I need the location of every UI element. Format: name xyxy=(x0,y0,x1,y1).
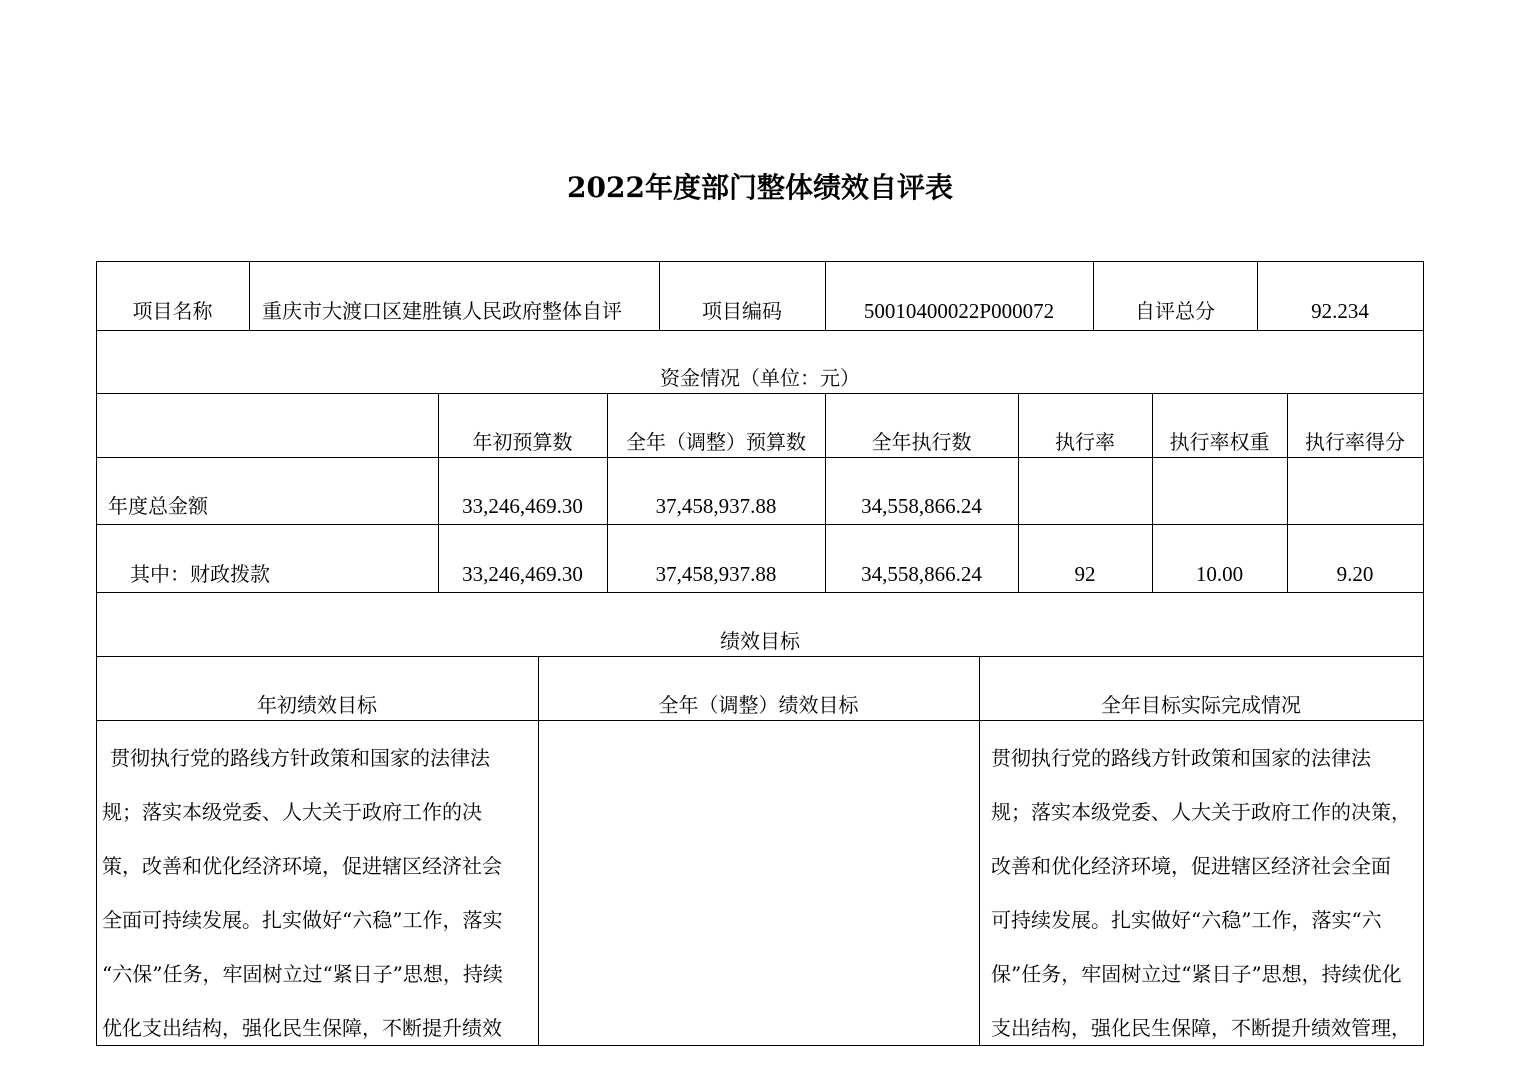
funds-section-title: 资金情况（单位：元） xyxy=(660,366,860,390)
row-divider xyxy=(96,457,1424,458)
fiscal-adjusted-budget: 37,458,937.88 xyxy=(655,562,777,586)
project-name-label: 项目名称 xyxy=(132,299,213,323)
initial-goal-line: 贯彻执行党的路线方针政策和国家的法律法 xyxy=(110,746,490,770)
row-label-fiscal: 其中：财政拨款 xyxy=(130,562,270,586)
fiscal-rate-score: 9.20 xyxy=(1336,562,1374,586)
fiscal-rate-weight: 10.00 xyxy=(1195,562,1244,586)
total-executed: 34,558,866.24 xyxy=(861,494,982,518)
fiscal-initial-budget: 33,246,469.30 xyxy=(462,562,583,586)
actual-completion-line: 规；落实本级党委、人大关于政府工作的决策， xyxy=(991,800,1411,824)
initial-goal-line: 策，改善和优化经济环境，促进辖区经济社会 xyxy=(102,854,502,878)
col-header-rate-score: 执行率得分 xyxy=(1305,430,1405,454)
goals-section-title: 绩效目标 xyxy=(720,629,800,653)
initial-goal-line: 全面可持续发展。扎实做好“六稳”工作，落实 xyxy=(102,908,503,932)
page-title: 2022年度部门整体绩效自评表 xyxy=(567,171,953,204)
total-adjusted-budget: 37,458,937.88 xyxy=(655,494,777,518)
project-name-value: 重庆市大渡口区建胜镇人民政府整体自评 xyxy=(262,299,622,323)
col-header-initial-goal: 年初绩效目标 xyxy=(257,693,377,717)
col-divider xyxy=(249,261,250,331)
project-code-label: 项目编码 xyxy=(702,299,782,323)
self-score-value: 92.234 xyxy=(1311,299,1369,323)
initial-goal-line: 规；落实本级党委、人大关于政府工作的决 xyxy=(102,800,482,824)
row-divider xyxy=(96,592,1424,593)
row-label-total: 年度总金额 xyxy=(108,494,208,518)
fiscal-exec-rate: 92 xyxy=(1074,562,1096,586)
row-divider xyxy=(96,656,1424,657)
col-header-actual-completion: 全年目标实际完成情况 xyxy=(1101,693,1301,717)
row-divider xyxy=(96,524,1424,525)
actual-completion-line: 可持续发展。扎实做好“六稳”工作，落实“六 xyxy=(991,908,1382,932)
col-header-adjusted-budget: 全年（调整）预算数 xyxy=(626,430,806,454)
self-score-label: 自评总分 xyxy=(1135,299,1215,323)
col-header-adjusted-goal: 全年（调整）绩效目标 xyxy=(658,693,859,717)
actual-completion-text xyxy=(991,731,1421,1055)
fiscal-executed: 34,558,866.24 xyxy=(861,562,982,586)
table-border-top xyxy=(96,261,1424,262)
initial-goal-line: “六保”任务，牢固树立过“紧日子”思想，持续 xyxy=(102,962,503,986)
actual-completion-line: 改善和优化经济环境，促进辖区经济社会全面 xyxy=(991,854,1391,878)
actual-completion-line: 保”任务，牢固树立过“紧日子”思想，持续优化 xyxy=(991,962,1402,986)
col-header-executed: 全年执行数 xyxy=(871,430,972,454)
row-divider xyxy=(96,720,1424,721)
project-code-value: 50010400022P000072 xyxy=(863,299,1055,323)
actual-completion-line: 贯彻执行党的路线方针政策和国家的法律法 xyxy=(991,746,1371,770)
row-divider xyxy=(96,330,1424,331)
actual-completion-line: 支出结构，强化民生保障，不断提升绩效管理， xyxy=(991,1016,1411,1040)
total-initial-budget: 33,246,469.30 xyxy=(462,494,583,518)
row-divider xyxy=(96,393,1424,394)
col-header-initial-budget: 年初预算数 xyxy=(472,430,573,454)
initial-goal-line: 优化支出结构，强化民生保障，不断提升绩效 xyxy=(102,1016,502,1040)
col-header-exec-rate: 执行率 xyxy=(1055,430,1115,454)
initial-goal-text xyxy=(102,731,532,1055)
col-header-rate-weight: 执行率权重 xyxy=(1169,430,1270,454)
